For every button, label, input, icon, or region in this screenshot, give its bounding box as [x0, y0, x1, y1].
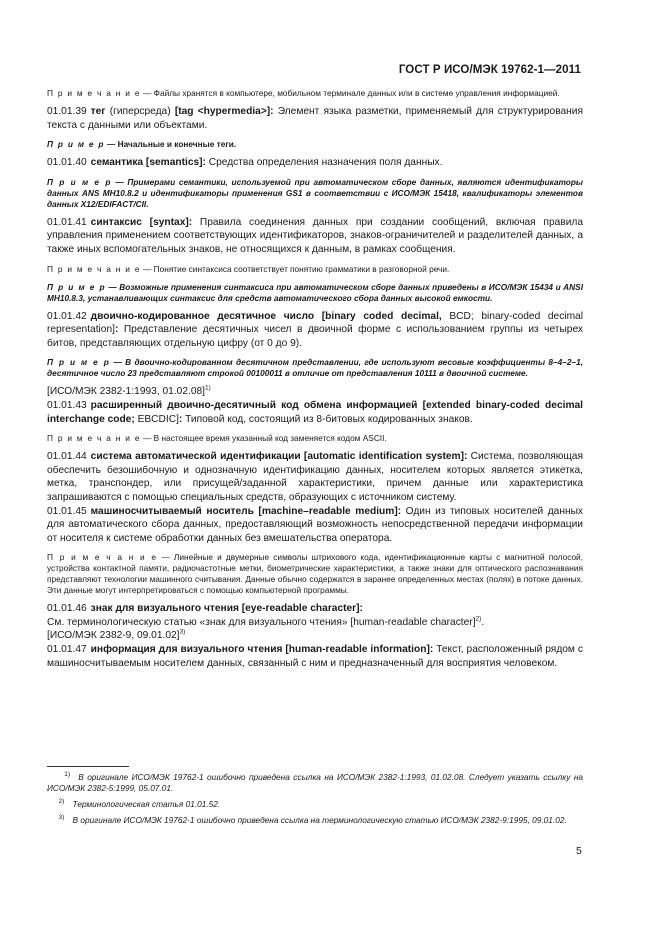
footnote-ref-1: 1): [204, 384, 211, 392]
note-file-storage: П р и м е ч а н и е — Файлы хранятся в компьютере, мобильном терминале данных или в системе управления информацией.: [47, 88, 560, 98]
example-label: П р и м е р: [47, 281, 106, 292]
example-syntax: П р и м е р — Возможные применения синтаксиса при автоматическом сборе данных приведены в ИСО/МЭК 15434 и ANSI MH10.8.3, устанавливающих синтаксис для средств автоматического сбора данных высокой емкости.: [47, 281, 583, 303]
note-label: П р и м е ч а н и е: [47, 552, 158, 563]
document-body: [47, 88, 583, 670]
term-01-01-39: 01.01.39 тег (гиперсреда) [tag <hypermedia>]: Элемент языка разметки, применяемый для структурирования текста с данными или объектами.: [47, 106, 584, 131]
term-01-01-45: 01.01.45 машиносчитываемый носитель [machine–readable medium]: Один из типовых носителей данных для автоматического сбора данных, предоставляющий возможность непосредственной передачи информации от носителя к системе обработки данных без вмешательства оператора.: [47, 505, 583, 544]
note-ascii: П р и м е ч а н и е — В настоящее время указанный код заменяется кодом ASCII.: [47, 433, 387, 444]
source-01-01-42: [ИСО/МЭК 2382-1:1993, 01.02.08]$^{1)}$: [47, 384, 211, 398]
example-tags: П р и м е р — Начальные и конечные теги.: [47, 139, 237, 150]
page-number: 5: [576, 845, 582, 857]
footnote-ref-2: 2): [475, 615, 482, 623]
term-01-01-44: 01.01.44 система автоматической идентификации [automatic identification system]: Система, позволяющая обеспечить безошибочную и однозначную идентификацию данных, носителем которых является этикетка, метка, транспондер, или присущей/заданной характеристики, причем данные или характеристика запрашиваются с помощью специальных средств, образующих с источником систему.: [47, 451, 583, 503]
example-bcd: П р и м е р — В двоично-кодированном десятичном представлении, где используют весовые коэффициенты 8–4–2–1, десятичное число 23 представляют строкой 00100011 в отличие от представления 10111 в двоичной системе.: [47, 357, 584, 379]
note-label: П р и м е ч а н и е: [47, 88, 141, 98]
footnote-2: 2) Терминологическая статья 01.01.52.: [58, 798, 221, 809]
note-label: П р и м е ч а н и е: [47, 263, 141, 274]
example-label: П р и м е р: [47, 139, 105, 150]
term-01-01-40: 01.01.40 семантика [semantics]: Средства определения назначения поля данных.: [47, 157, 443, 169]
note-syntax: П р и м е ч а н и е — Понятие синтаксиса соответствует понятию грамматики в разговорной речи.: [47, 263, 450, 274]
term-01-01-46: 01.01.46 знак для визуального чтения [eye-readable character]:: [47, 603, 363, 615]
term-01-01-47: 01.01.47 информация для визуального чтения [human-readable information]: Текст, расположенный рядом с машиносчитываемым носителем данных, связанный с ним и предназначенный для восприятия человеком.: [47, 644, 583, 669]
term-01-01-43: 01.01.43 расширенный двоично-десятичный код обмена информацией [extended binary-coded decimal interchange code; EBCDIC]: Типовой код, состоящий из 8-битовых кодированных знаков.: [47, 399, 583, 425]
source-01-01-46: [ИСО/МЭК 2382-9, 09.01.02]$^{3)}$: [47, 629, 186, 642]
footnote-3: 3) В оригинале ИСО/МЭК 19762-1 ошибочно приведена ссылка на терминологическую статью ИСО/МЭК 2382-9:1995, 09.01.02.: [58, 814, 567, 825]
footnote-ref-3: 3): [179, 629, 186, 637]
example-label: П р и м е р: [47, 176, 112, 187]
term-01-01-41: 01.01.41 синтаксис [syntax]: Правила соединения данных при создании сообщений, включая правила управления применением соответствующих идентификаторов, знаков-ограничителей и разделителей данных, а также иных вспомогательных знаков, не относящихся к данным, в рамках сообщения.: [47, 216, 583, 255]
note-machine-readable: П р и м е ч а н и е — Линейные и двумерные символы штрихового кода, идентификационные карты с магнитной полосой, устройства контактной памяти, радиочастотные метки, биометрические характеристики, а также знаки для оптического распознавания представляют технологии машинного считывания. Данные обычно содержатся в заранее определенных местах (полях) в потоке данных. Эти данные могут интерпретироваться с помощью компьютерной программы.: [47, 552, 583, 596]
see-reference-01-01-46: См. терминологическую статью «знак для визуального чтения» [human-readable character]$^{2)}$.: [47, 615, 485, 628]
footnotes: [47, 772, 583, 831]
example-semantics: П р и м е р — Примерами семантики, используемой при автоматическом сборе данных, являются идентификаторы данных ANS MH10.8.2 и идентификаторы применения GS1 в соответствии с ИСО/МЭК 15418, квалификаторы элементов данных X12/EDIFACT/CII.: [47, 176, 584, 209]
footnote-1: 1) В оригинале ИСО/МЭК 19762-1 ошибочно приведена ссылка на ИСО/МЭК 2382-1:1993, 01.02.08. Следует указать ссылку на ИСО/МЭК 2382-5:1999, 05.07.01.: [47, 771, 583, 793]
footnote-separator: [47, 766, 129, 767]
example-label: П р и м е р: [47, 357, 111, 368]
note-label: П р и м е ч а н и е: [47, 433, 141, 444]
term-01-01-42: 01.01.42 двоично-кодированное десятичное число [binary coded decimal, BCD; binary-coded decimal representation]: Представление десятичных чисел в двоичной форме с использованием группы из четырех битов, представляющих отдельную цифру (от 0 до 9).: [47, 310, 583, 349]
document-header: ГОСТ Р ИСО/МЭК 19762-1—2011: [398, 64, 581, 76]
